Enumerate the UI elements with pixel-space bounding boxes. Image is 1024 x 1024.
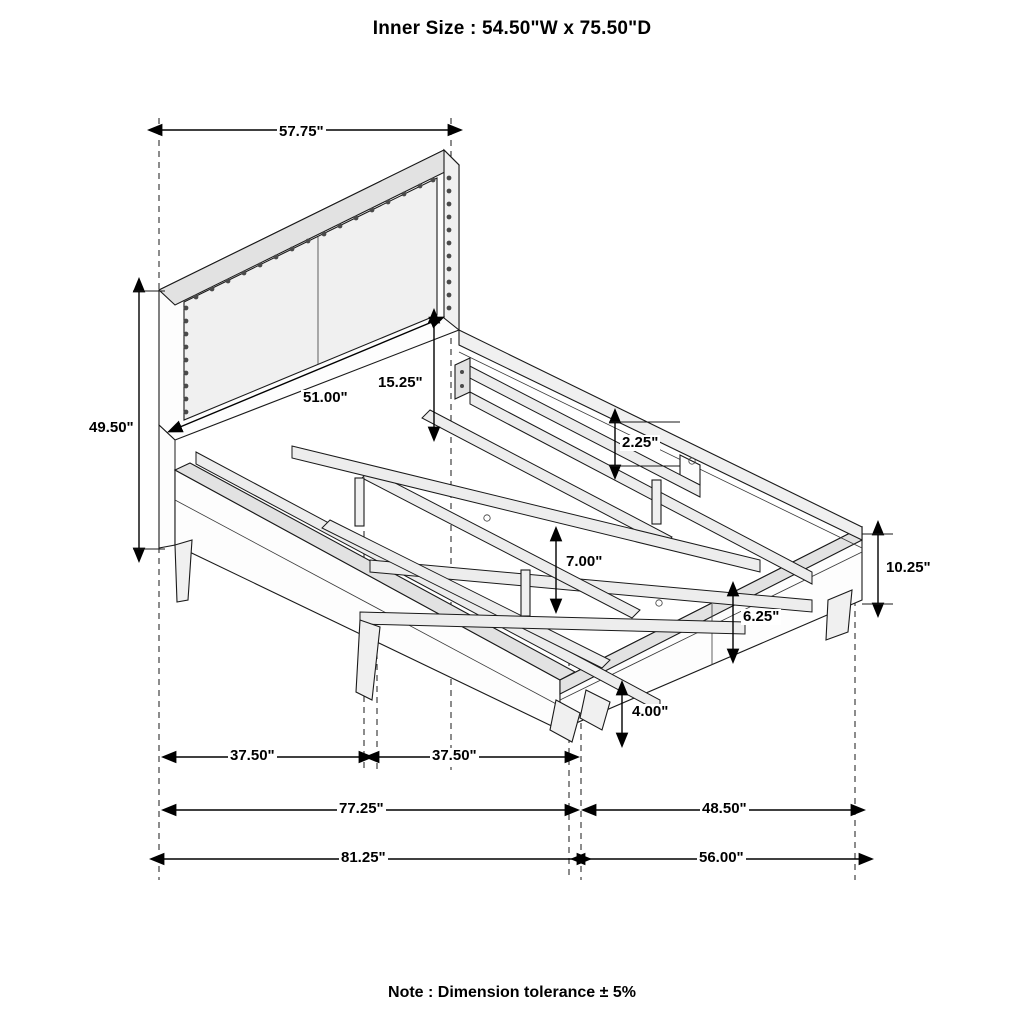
dim-label-headboard-panel-height: 15.25": [378, 374, 423, 391]
dim-label-footboard-rail-height: 6.25": [743, 608, 780, 625]
dim-label-right-span: 37.50": [432, 747, 477, 764]
dim-label-headboard-width: 57.75": [279, 123, 324, 140]
dim-label-overall-width: 56.00": [699, 849, 744, 866]
dim-label-left-span: 37.50": [230, 747, 275, 764]
dim-label-leg-height: 4.00": [632, 703, 669, 720]
dim-label-footboard-depth: 48.50": [702, 800, 747, 817]
dim-label-headboard-panel-width: 51.00": [303, 389, 348, 406]
dim-label-rail-thickness: 2.25": [622, 434, 659, 451]
page-title: Inner Size : 54.50"W x 75.50"D: [372, 18, 652, 39]
tolerance-note: Note : Dimension tolerance ± 5%: [388, 984, 636, 1001]
dim-label-overall-height: 49.50": [89, 419, 134, 436]
dim-label-side-length: 77.25": [339, 800, 384, 817]
dim-label-slat-height: 7.00": [566, 553, 603, 570]
nailhead-trim-left: [184, 306, 189, 415]
dim-label-side-rail-height: 10.25": [886, 559, 931, 576]
dim-label-overall-length: 81.25": [341, 849, 386, 866]
